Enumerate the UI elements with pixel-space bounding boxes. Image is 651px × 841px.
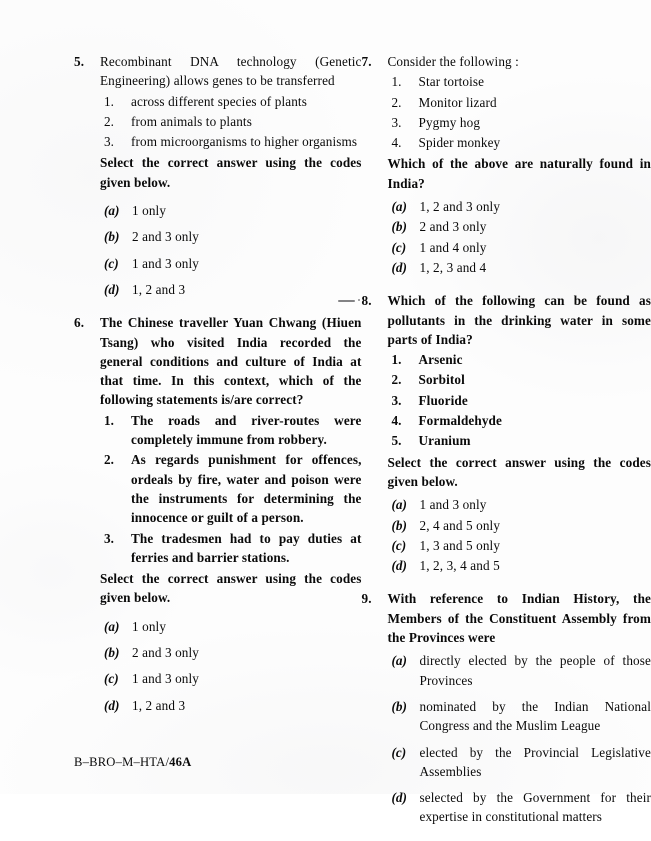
list-item <box>392 391 651 410</box>
option-text: 1 and 3 only <box>420 495 651 514</box>
option-c[interactable] <box>104 254 362 273</box>
subitem-number: 4. <box>392 133 419 152</box>
list-item <box>392 350 651 369</box>
option-b[interactable] <box>392 697 651 736</box>
list-item <box>104 411 362 450</box>
question-8-options <box>362 495 651 575</box>
list-item <box>392 133 651 152</box>
question-7-number: 7. <box>362 52 388 71</box>
question-6-subitems <box>74 411 362 567</box>
list-item <box>104 112 362 131</box>
option-text: 1, 2, 3, 4 and 5 <box>420 556 651 575</box>
option-key: (b) <box>392 697 420 716</box>
subitem-number: 1. <box>392 72 419 91</box>
option-b[interactable] <box>104 227 362 246</box>
option-text: 2, 4 and 5 only <box>420 516 651 535</box>
question-5-stem: Recombinant DNA technology (Genetic Engineering) allows genes to be transferred <box>100 52 362 91</box>
option-key: (a) <box>104 617 132 636</box>
subitem-text: The roads and river-routes were completely immune from robbery. <box>131 411 362 450</box>
option-b[interactable] <box>392 217 651 236</box>
option-a[interactable] <box>104 617 362 636</box>
subitem-number: 2. <box>104 450 131 469</box>
option-c[interactable] <box>392 536 651 555</box>
option-text: 1 only <box>132 617 362 636</box>
option-a[interactable] <box>392 197 651 216</box>
option-b[interactable] <box>104 643 362 662</box>
option-key: (b) <box>392 217 420 236</box>
question-7-subitems <box>362 72 651 152</box>
question-6-number: 6. <box>74 313 100 332</box>
option-text: nominated by the Indian National Congress and the Muslim League <box>420 697 651 736</box>
list-item <box>392 72 651 91</box>
subitem-text: Arsenic <box>419 350 651 369</box>
question-5-head <box>74 52 362 91</box>
subitem-number: 1. <box>104 411 131 430</box>
question-8-head <box>362 291 651 349</box>
option-key: (a) <box>392 495 420 514</box>
list-item <box>104 92 362 111</box>
question-6 <box>74 313 362 715</box>
question-8-instruction: Select the correct answer using the codes given below. <box>362 453 651 492</box>
question-9-head <box>362 589 651 647</box>
question-9 <box>362 589 651 826</box>
option-key: (c) <box>392 238 420 257</box>
footer-paper-code: B–BRO–M–HTA/ <box>74 755 169 769</box>
option-c[interactable] <box>392 238 651 257</box>
subitem-number: 4. <box>392 411 419 430</box>
option-key: (a) <box>104 201 132 220</box>
question-5-instruction: Select the correct answer using the codes given below. <box>74 153 362 192</box>
option-d[interactable] <box>104 280 362 299</box>
option-text: 2 and 3 only <box>420 217 651 236</box>
option-text: 1, 2, 3 and 4 <box>420 258 651 277</box>
subitem-text: Monitor lizard <box>419 93 651 112</box>
subitem-text: Spider monkey <box>419 133 651 152</box>
option-text: 1, 2 and 3 <box>132 696 362 715</box>
option-text: 1, 2 and 3 only <box>420 197 651 216</box>
option-c[interactable] <box>104 669 362 688</box>
list-item <box>392 370 651 389</box>
option-text: 1 and 3 only <box>132 254 362 273</box>
question-9-options <box>362 651 651 826</box>
footer-set-code: 46A <box>169 755 191 769</box>
option-key: (c) <box>392 536 420 555</box>
option-key: (d) <box>392 258 420 277</box>
subitem-text: As regards punishment for offences, ordeals by fire, water and poison were the instruments for determining the innocence or guilt of a person. <box>131 450 362 527</box>
question-5-number: 5. <box>74 52 100 71</box>
option-key: (c) <box>392 743 420 762</box>
question-columns <box>0 52 651 841</box>
question-6-instruction: Select the correct answer using the codes given below. <box>74 569 362 608</box>
list-item <box>392 411 651 430</box>
subitem-text: across different species of plants <box>131 92 362 111</box>
subitem-text: Fluoride <box>419 391 651 410</box>
option-key: (c) <box>104 254 132 273</box>
question-8-subitems <box>362 350 651 450</box>
option-text: 1 and 3 only <box>132 669 362 688</box>
subitem-text: The tradesmen had to pay duties at ferries and barrier stations. <box>131 529 362 568</box>
right-column <box>362 52 651 841</box>
option-d[interactable] <box>392 258 651 277</box>
subitem-text: from microorganisms to higher organisms <box>131 132 362 151</box>
subitem-number: 2. <box>392 93 419 112</box>
question-9-stem: With reference to Indian History, the Members of the Constituent Assembly from the Provinces were <box>388 589 651 647</box>
question-8-number: 8. <box>362 291 388 310</box>
list-item <box>392 93 651 112</box>
question-8 <box>362 291 651 575</box>
question-7-instruction: Which of the above are naturally found in India? <box>362 154 651 193</box>
subitem-text: Formaldehyde <box>419 411 651 430</box>
question-6-head <box>74 313 362 409</box>
option-text: directly elected by the people of those Provinces <box>420 651 651 690</box>
pencil-annotation-dot <box>358 299 360 301</box>
subitem-text: Star tortoise <box>419 72 651 91</box>
page-footer <box>74 755 191 770</box>
list-item <box>104 450 362 527</box>
subitem-number: 1. <box>104 92 131 111</box>
option-text: 2 and 3 only <box>132 643 362 662</box>
question-6-stem: The Chinese traveller Yuan Chwang (Hiuen Tsang) who visited India recorded the general conditions and culture of India at that time. In this context, which of the following statements is/are correct? <box>100 313 362 409</box>
subitem-number: 3. <box>392 113 419 132</box>
question-6-options <box>74 617 362 715</box>
subitem-number: 3. <box>392 391 419 410</box>
option-a[interactable] <box>104 201 362 220</box>
subitem-text: Sorbitol <box>419 370 651 389</box>
option-key: (d) <box>392 788 420 807</box>
option-c[interactable] <box>392 743 651 782</box>
list-item <box>392 431 651 450</box>
option-d[interactable] <box>392 556 651 575</box>
subitem-text: Pygmy hog <box>419 113 651 132</box>
option-text: elected by the Provincial Legislative Assemblies <box>420 743 651 782</box>
option-key: (a) <box>392 197 420 216</box>
option-key: (b) <box>104 227 132 246</box>
question-5-options <box>74 201 362 299</box>
list-item <box>392 113 651 132</box>
subitem-number: 2. <box>392 370 419 389</box>
option-key: (d) <box>104 280 132 299</box>
left-column <box>74 52 362 729</box>
subitem-text: Uranium <box>419 431 651 450</box>
option-key: (d) <box>104 696 132 715</box>
option-text: 1 and 4 only <box>420 238 651 257</box>
option-text: 1 only <box>132 201 362 220</box>
question-7 <box>362 52 651 277</box>
option-text: 1, 3 and 5 only <box>420 536 651 555</box>
option-key: (b) <box>104 643 132 662</box>
subitem-number: 1. <box>392 350 419 369</box>
option-key: (d) <box>392 556 420 575</box>
question-9-number: 9. <box>362 589 388 608</box>
question-7-stem: Consider the following : <box>388 52 651 71</box>
subitem-number: 3. <box>104 529 131 548</box>
question-5 <box>74 52 362 299</box>
option-text: 2 and 3 only <box>132 227 362 246</box>
subitem-number: 3. <box>104 132 131 151</box>
option-d[interactable] <box>104 696 362 715</box>
pencil-annotation-mark <box>338 300 355 301</box>
subitem-number: 2. <box>104 112 131 131</box>
list-item <box>104 529 362 568</box>
option-a[interactable] <box>392 651 651 690</box>
question-7-options <box>362 197 651 277</box>
question-8-stem: Which of the following can be found as pollutants in the drinking water in some parts of India? <box>388 291 651 349</box>
option-b[interactable] <box>392 516 651 535</box>
subitem-text: from animals to plants <box>131 112 362 131</box>
option-text: 1, 2 and 3 <box>132 280 362 299</box>
list-item <box>104 132 362 151</box>
option-text: selected by the Government for their expertise in constitutional matters <box>420 788 651 827</box>
option-a[interactable] <box>392 495 651 514</box>
option-key: (c) <box>104 669 132 688</box>
subitem-number: 5. <box>392 431 419 450</box>
question-5-subitems <box>74 92 362 152</box>
option-key: (b) <box>392 516 420 535</box>
option-key: (a) <box>392 651 420 670</box>
question-7-head <box>362 52 651 71</box>
